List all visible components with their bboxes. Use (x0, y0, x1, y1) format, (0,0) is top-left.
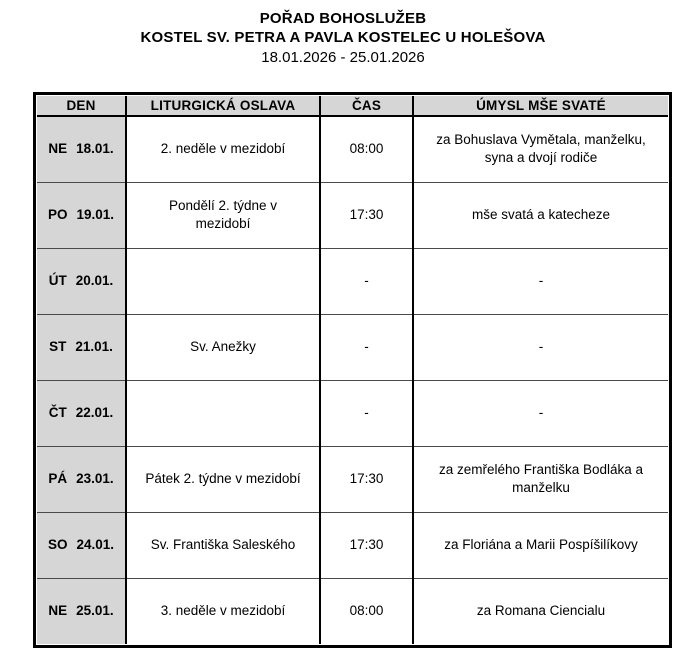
table-row (37, 182, 668, 248)
intention-text: za Bohuslava Vymětala, manželku, syna a dvojí rodiče (436, 132, 646, 166)
table-header (37, 96, 668, 116)
header-celebration: LITURGICKÁ OSLAVA (126, 96, 320, 116)
celebration-cell (126, 116, 320, 182)
table-row (37, 446, 668, 512)
day-cell (37, 380, 126, 446)
celebration-cell (126, 314, 320, 380)
day-abbr: ÚT (48, 273, 67, 288)
intention-cell (413, 578, 668, 644)
day-date: 22.01. (75, 405, 114, 420)
intention-cell (413, 116, 668, 182)
time-cell: 08:00 (320, 116, 413, 182)
celebration-cell (126, 578, 320, 644)
celebration-text: 3. neděle v mezidobí (160, 603, 286, 619)
table-row (37, 380, 668, 446)
intention-cell (413, 314, 668, 380)
time-cell: - (320, 380, 413, 446)
header-time: ČAS (320, 96, 413, 116)
day-abbr: PÁ (48, 471, 68, 486)
page-title: POŘAD BOHOSLUŽEB (259, 10, 427, 27)
time-cell: 08:00 (320, 578, 413, 644)
table-row (37, 248, 668, 314)
table-row (37, 314, 668, 380)
intention-text: za Romana Ciencialu (476, 603, 606, 619)
time-cell: - (320, 248, 413, 314)
celebration-cell (126, 248, 320, 314)
day-cell (37, 512, 126, 578)
day-abbr: ST (49, 339, 67, 354)
table-row (37, 578, 668, 644)
celebration-text: Sv. Františka Saleského (150, 537, 296, 552)
day-cell (37, 314, 126, 380)
day-abbr: SO (47, 537, 68, 552)
day-abbr: NE (48, 141, 68, 157)
day-date: 18.01. (76, 141, 114, 157)
table-row (37, 512, 668, 578)
intention-text: - (538, 339, 544, 354)
day-date: 23.01. (76, 471, 114, 486)
celebration-text: Pátek 2. týdne v mezidobí (145, 471, 301, 486)
intention-text: za zemřelého Františka Bodláka a manželku (438, 462, 644, 495)
intention-text: - (538, 273, 544, 288)
schedule-table-frame (33, 92, 672, 648)
day-date: 24.01. (76, 537, 115, 552)
schedule-table (37, 96, 668, 644)
header-intention: ÚMYSL MŠE SVATÉ (413, 96, 668, 116)
time-cell: - (320, 314, 413, 380)
day-cell (37, 578, 126, 644)
celebration-cell (126, 380, 320, 446)
church-name: KOSTEL SV. PETRA A PAVLA KOSTELEC U HOLEŠOVA (140, 29, 546, 46)
intention-cell (413, 248, 668, 314)
celebration-cell (126, 182, 320, 248)
day-abbr: NE (48, 603, 68, 619)
intention-cell (413, 446, 668, 512)
table-row (37, 116, 668, 182)
day-cell (37, 248, 126, 314)
day-date: 21.01. (75, 339, 113, 354)
day-date: 20.01. (75, 273, 114, 288)
title-block (0, 0, 686, 68)
time-cell: 17:30 (320, 182, 413, 248)
intention-cell (413, 380, 668, 446)
intention-text: mše svatá a katecheze (471, 207, 611, 222)
day-cell (37, 182, 126, 248)
day-abbr: ČT (48, 405, 67, 420)
intention-cell (413, 182, 668, 248)
time-cell: 17:30 (320, 446, 413, 512)
day-cell (37, 116, 126, 182)
date-range: 18.01.2026 - 25.01.2026 (261, 49, 425, 66)
celebration-text: 2. neděle v mezidobí (160, 141, 286, 157)
celebration-text: Pondělí 2. týdne v mezidobí (168, 198, 278, 231)
day-date: 25.01. (76, 603, 114, 619)
celebration-text: Sv. Anežky (190, 339, 256, 354)
celebration-cell (126, 512, 320, 578)
header-row (37, 96, 668, 116)
day-cell (37, 446, 126, 512)
intention-text: za Floriána a Marii Pospíšilíkovy (444, 537, 638, 552)
time-cell: 17:30 (320, 512, 413, 578)
intention-cell (413, 512, 668, 578)
intention-text: - (538, 405, 544, 420)
day-date: 19.01. (76, 207, 115, 222)
celebration-cell (126, 446, 320, 512)
day-abbr: PO (47, 207, 68, 222)
header-day: DEN (37, 96, 126, 116)
